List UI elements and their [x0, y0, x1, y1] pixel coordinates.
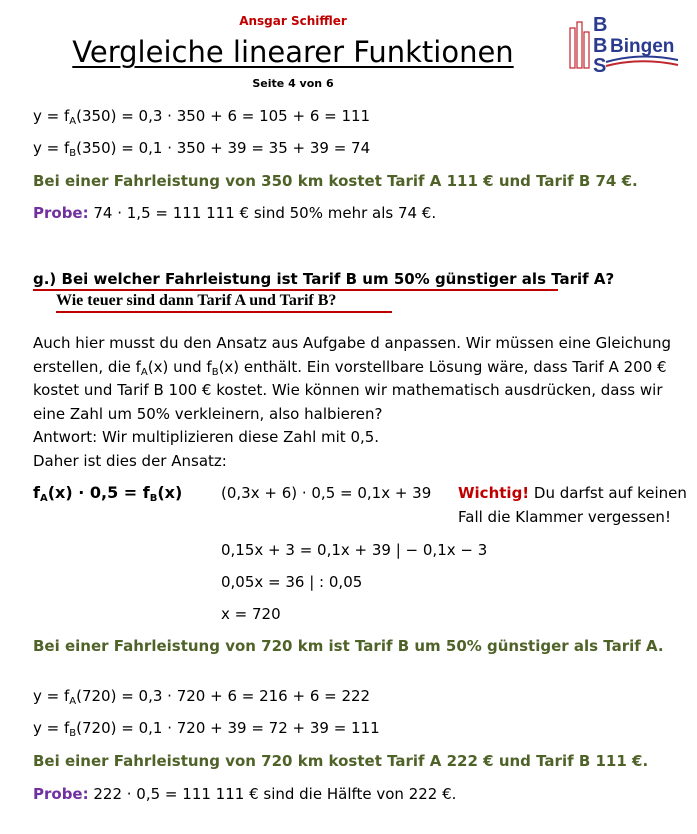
result-350: Bei einer Fahrleistung von 350 km kostet Tarif A 111 € und Tarif B 74 €.: [33, 172, 638, 190]
para-approach: Daher ist dies der Ansatz:: [33, 451, 227, 470]
para-answer: Antwort: Wir multiplizieren diese Zahl mit 0,5.: [33, 428, 380, 446]
para-sub-2: B: [211, 366, 219, 378]
author-name: Ansgar Schiffler: [239, 14, 347, 28]
result-720-cheaper: Bei einer Fahrleistung von 720 km ist Tarif B um 50% günstiger als Tarif A.: [33, 637, 664, 655]
logo-swoosh-red-icon: [606, 61, 678, 66]
logo-letter-b2: B: [593, 35, 608, 57]
logo-letter-b1: B: [593, 14, 608, 36]
formula-f1: f: [33, 483, 40, 502]
subheading-underline: [56, 311, 392, 313]
probe-350-label: Probe:: [33, 204, 89, 222]
calc-fb-720-rest: (720) = 0,1 · 720 + 39 = 72 + 39 = 111: [76, 719, 380, 737]
page-number: Seite 4 von 6: [252, 77, 334, 90]
page-title: [0, 35, 586, 69]
logo-columns-icon: [570, 22, 589, 68]
task-g-subheading: Wie teuer sind dann Tarif A und Tarif B?: [56, 292, 337, 309]
logo-bingen-text: Bingen: [610, 36, 675, 57]
probe-720-label: Probe:: [33, 785, 89, 803]
calc-fb-720-y: y = f: [33, 719, 70, 737]
calc-fa-720-sub: A: [69, 696, 77, 707]
calc-fa-720-rest: (720) = 0,3 · 720 + 6 = 216 + 6 = 222: [76, 687, 371, 705]
note-label: Wichtig!: [458, 484, 530, 502]
calc-fb-350-y: y = f: [33, 139, 70, 157]
probe-720-text: 222 · 0,5 = 111 111 € sind die Hälfte von 222 €.: [88, 785, 457, 803]
explanation-paragraph: [33, 332, 678, 473]
para-part-3: (x) enthält. Ein vorstellbare Lösung wäre, dass Tarif A 200 € kostet und Tarif B 100 € kostet. Wie können wir mathematisch ausdrücken, dass wir eine Zahl um 50% verkleinern, also halbieren?: [33, 357, 667, 423]
calc-fa-720: [33, 686, 370, 706]
formula-mid: (x) · 0,5 = f: [47, 483, 150, 502]
heading-underline: [33, 289, 558, 291]
probe-350-text: 74 · 1,5 = 111 111 € sind 50% mehr als 74 €.: [88, 204, 437, 222]
equation-step-1: (0,3x + 6) · 0,5 = 0,1x + 39: [221, 484, 432, 502]
calc-fb-720: [33, 718, 380, 738]
equation-step-2: 0,15x + 3 = 0,1x + 39 | − 0,1x − 3: [221, 541, 488, 559]
equation-step-4: x = 720: [221, 605, 281, 623]
para-part-2: (x) und f: [147, 357, 212, 376]
calc-fb-720-sub: B: [69, 728, 77, 739]
formula-sub-a: A: [39, 493, 48, 504]
calc-fa-720-y: y = f: [33, 687, 70, 705]
calc-fa-350-rest: (350) = 0,3 · 350 + 6 = 105 + 6 = 111: [76, 107, 371, 125]
calc-fb-350-rest: (350) = 0,1 · 350 + 39 = 35 + 39 = 74: [76, 139, 371, 157]
para-part-1: Auch hier musst du den Ansatz aus Aufgabe d anpassen. Wir müssen eine Gleichung erstellen, die f: [33, 334, 672, 376]
formula-sub-b: B: [149, 493, 158, 504]
calc-fa-350-sub: A: [69, 116, 77, 127]
calc-fb-350-sub: B: [69, 148, 77, 159]
page-title-text: Vergleiche linearer Funktionen: [72, 35, 514, 69]
equation-step-3: 0,05x = 36 | : 0,05: [221, 573, 363, 591]
approach-formula: [33, 483, 182, 503]
note-text-1: Du darfst auf keinen: [529, 484, 687, 502]
probe-350: [33, 203, 436, 223]
note-line-2: Fall die Klammer vergessen!: [458, 508, 671, 526]
para-sub-1: A: [140, 366, 148, 378]
result-720-prices: Bei einer Fahrleistung von 720 km kostet Tarif A 222 € und Tarif B 111 €.: [33, 752, 649, 770]
task-g-heading: g.) Bei welcher Fahrleistung ist Tarif B um 50% günstiger als Tarif A?: [33, 270, 615, 288]
calc-fa-350-y: y = f: [33, 107, 70, 125]
calc-fb-350: [33, 138, 370, 158]
bbs-bingen-logo: [566, 12, 681, 74]
logo-letter-s: S: [593, 55, 607, 74]
probe-720: [33, 784, 456, 804]
formula-end: (x): [157, 483, 183, 502]
note-line-1: [458, 483, 687, 503]
calc-fa-350: [33, 106, 370, 126]
